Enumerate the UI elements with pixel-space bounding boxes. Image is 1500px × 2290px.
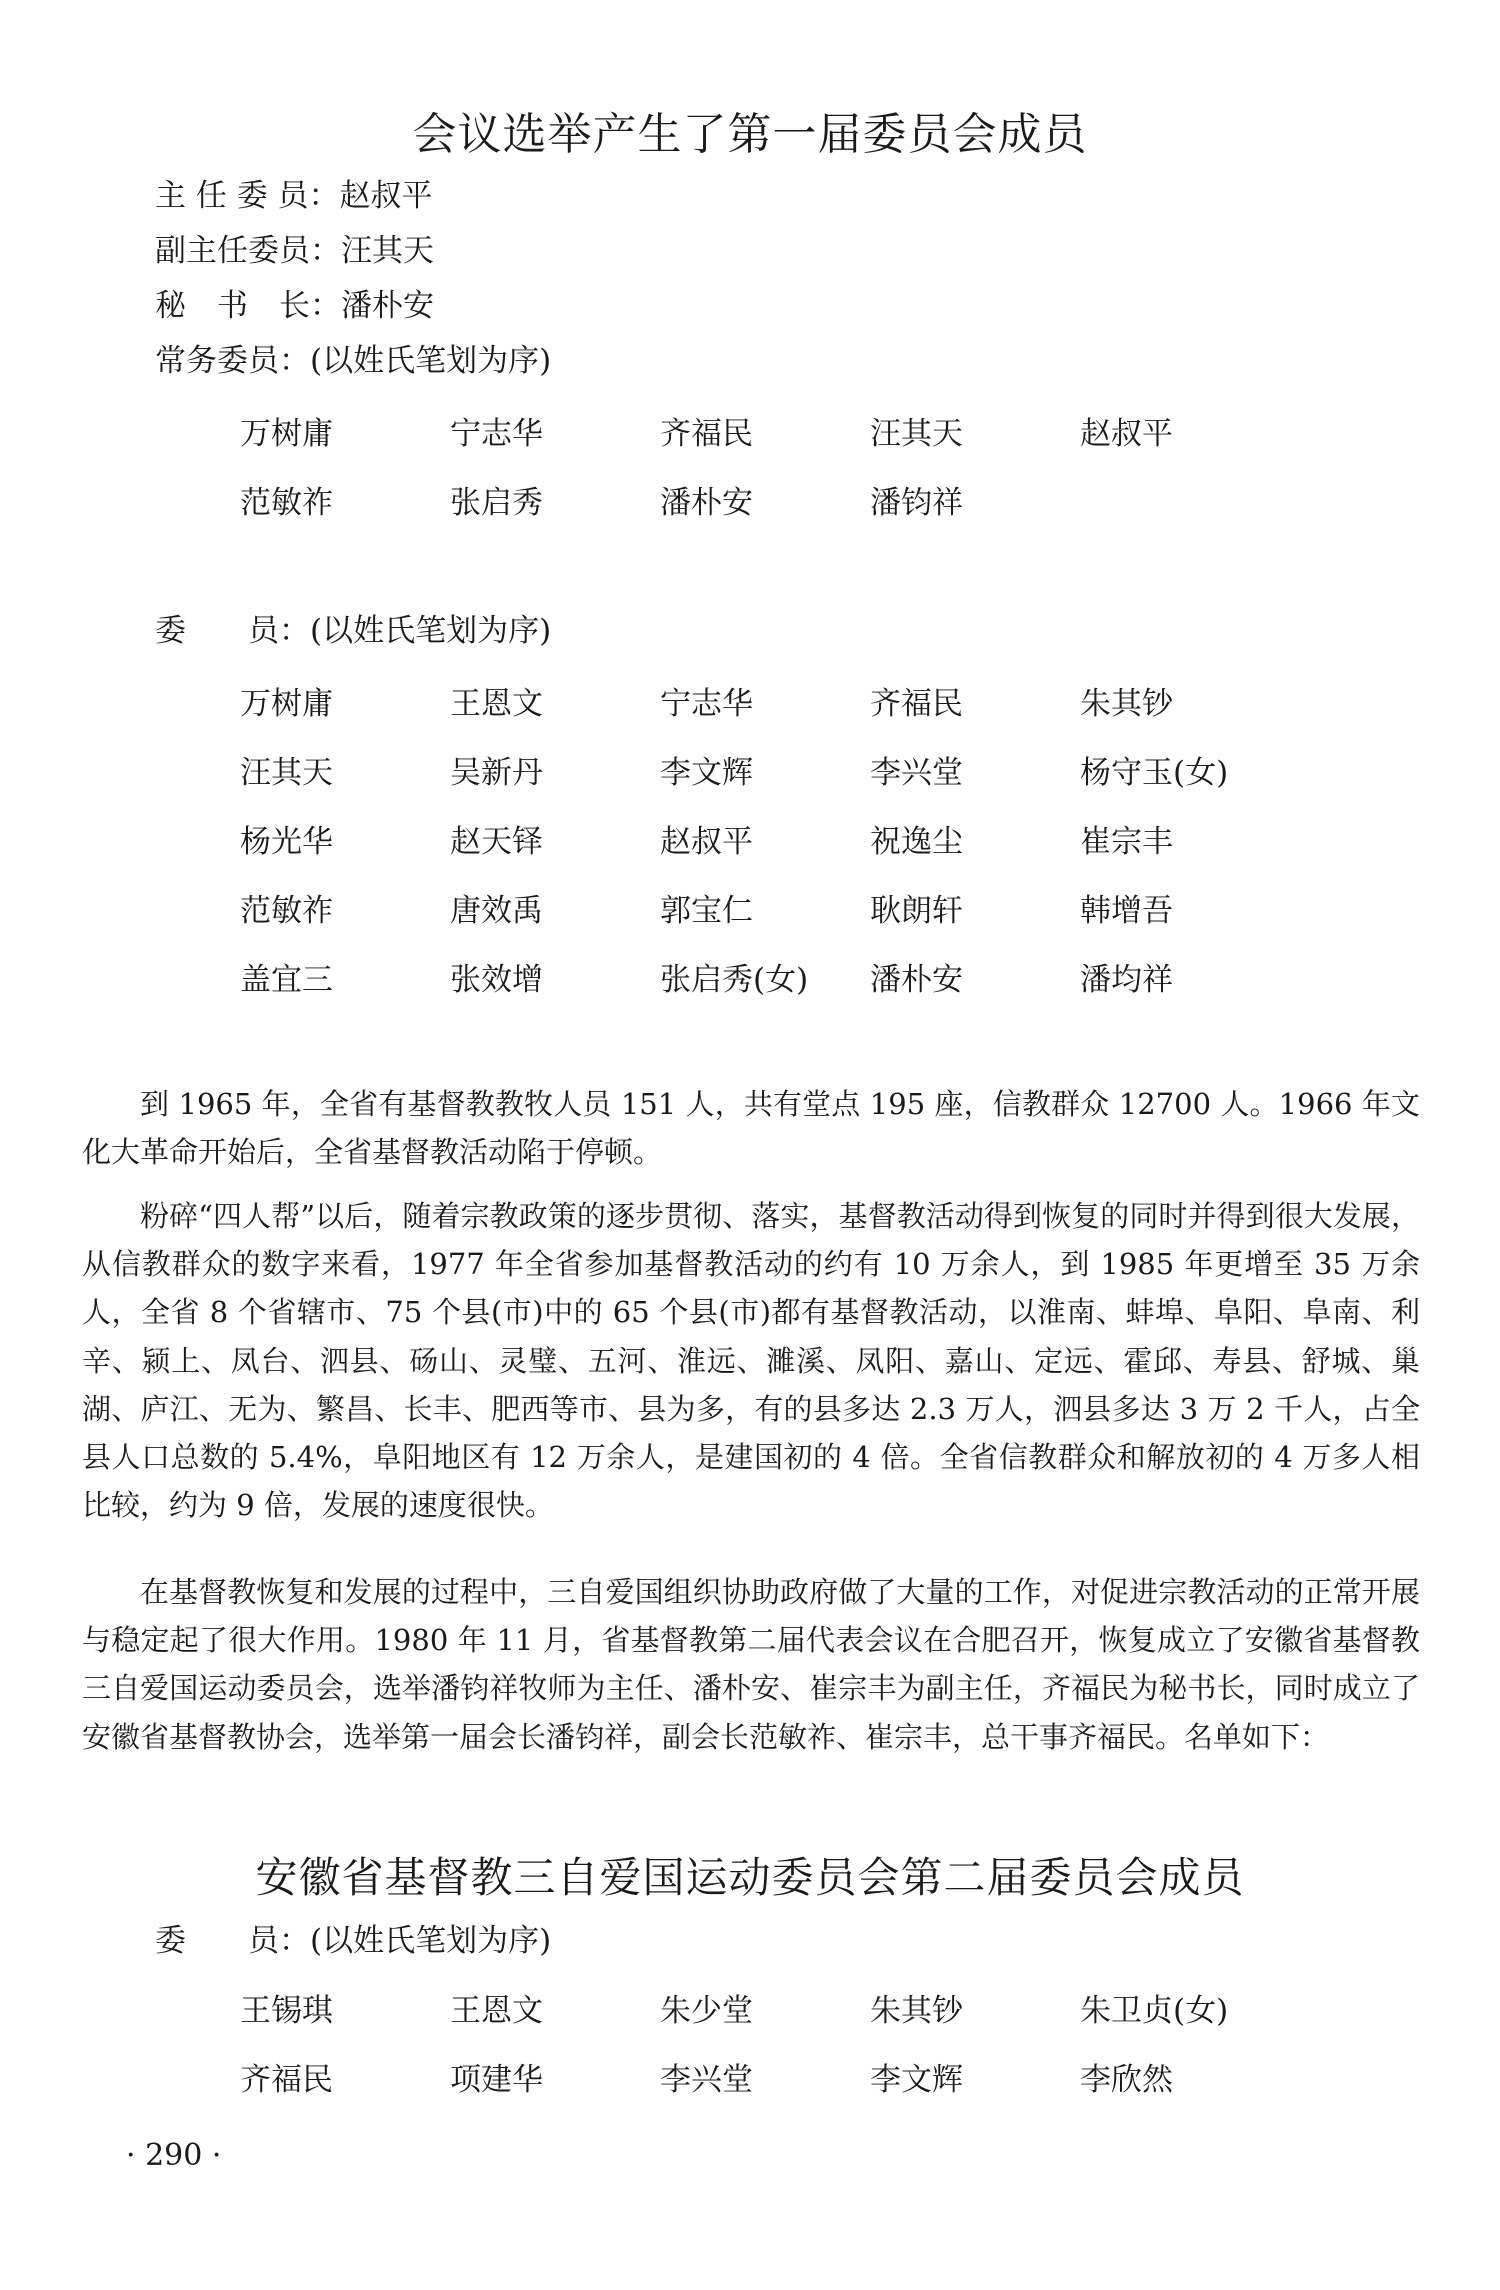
members-row [240,816,1390,885]
member-name: 李文辉 [660,755,753,791]
standing-members-grid [240,408,1390,546]
member-name: 杨光华 [240,824,333,860]
page-number: · 290 · [126,2138,222,2173]
member-name: 齐福民 [870,686,963,722]
member-name: 王锡琪 [240,1993,333,2029]
members-row [240,2054,1390,2123]
member-name: 朱其钞 [870,1993,963,2029]
second-committee-members-grid [240,1985,1390,2123]
member-name: 杨守玉(女) [1080,755,1229,791]
member-name: 耿朗轩 [870,893,963,929]
members-label: 委 员：(以姓氏笔划为序) [155,613,552,649]
member-name: 吴新丹 [450,755,543,791]
member-name: 祝逸尘 [870,824,963,860]
member-name: 唐效禹 [450,893,543,929]
members-row [240,885,1390,954]
body-paragraph-growth: 粉碎“四人帮”以后，随着宗教政策的逐步贯彻、落实，基督教活动得到恢复的同时并得到很大发展，从信教群众的数字来看，1977 年全省参加基督教活动的约有 10 万余人，到 1985 年更增至 35 万余人，全省 8 个省辖市、75 个县(市)中的 65 个县(市)都有基督教活动，以淮南、蚌埠、阜阳、阜南、利辛、颍上、凤台、泗县、砀山、灵璧、五河、淮远、濉溪、凤阳、嘉山、定远、霍邱、寿县、舒城、巢湖、庐江、无为、繁昌、长丰、肥西等市、县为多，有的县多达 2.3 万人，泗县多达 3 万 2 千人，占全县人口总数的 5.4%，阜阳地区有 12 万余人，是建国初的 4 倍。全省信教群众和解放初的 4 万多人相比较，约为 9 倍，发展的速度很快。 [82,1199,1420,1523]
member-name: 潘均祥 [1080,962,1173,998]
member-name: 崔宗丰 [1080,824,1173,860]
secretary-general-line: 秘 书 长：潘朴安 [155,288,434,324]
chair-line: 主 任 委 员：赵叔平 [155,178,433,214]
member-name: 张启秀(女) [660,962,809,998]
body-paragraph-1980: 在基督教恢复和发展的过程中，三自爱国组织协助政府做了大量的工作，对促进宗教活动的正常开展与稳定起了很大作用。1980 年 11 月，省基督教第二届代表会议在合肥召开，恢复成立了安徽省基督教三自爱国运动委员会，选举潘钧祥牧师为主任、潘朴安、崔宗丰为副主任，齐福民为秘书长，同时成立了安徽省基督教协会，选举第一届会长潘钧祥，副会长范敏祚、崔宗丰，总干事齐福民。名单如下： [82,1575,1420,1754]
standing-members-row [240,477,1390,546]
members-row [240,678,1390,747]
members-row [240,954,1390,1023]
vice-chair-line: 副主任委员：汪其天 [155,233,434,269]
member-name: 齐福民 [240,2062,333,2098]
member-name: 范敏祚 [240,485,333,521]
member-name: 朱其钞 [1080,686,1173,722]
second-committee-heading: 安徽省基督教三自爱国运动委员会第二届委员会成员 [255,1853,1245,1902]
member-name: 范敏祚 [240,893,333,929]
members-row [240,1985,1390,2054]
first-committee-heading: 会议选举产生了第一届委员会成员 [412,109,1088,160]
member-name: 赵天铎 [450,824,543,860]
member-name: 齐福民 [660,416,753,452]
standing-members-row [240,408,1390,477]
standing-members-label: 常务委员：(以姓氏笔划为序) [155,343,552,379]
member-name: 宁志华 [450,416,543,452]
member-name: 万树庸 [240,686,333,722]
second-members-label: 委 员：(以姓氏笔划为序) [155,1923,552,1959]
member-name: 盖宜三 [240,962,333,998]
member-name: 李兴堂 [870,755,963,791]
member-name: 朱卫贞(女) [1080,1993,1229,2029]
member-name: 汪其天 [870,416,963,452]
member-name: 李兴堂 [660,2062,753,2098]
member-name: 赵叔平 [660,824,753,860]
body-paragraph-1965: 到 1965 年，全省有基督教教牧人员 151 人，共有堂点 195 座，信教群众 12700 人。1966 年文化大革命开始后，全省基督教活动陷于停顿。 [82,1087,1420,1170]
member-name: 潘朴安 [660,485,753,521]
member-name: 项建华 [450,2062,543,2098]
member-name: 宁志华 [660,686,753,722]
member-name: 万树庸 [240,416,333,452]
member-name: 李欣然 [1080,2062,1173,2098]
member-name: 李文辉 [870,2062,963,2098]
member-name: 朱少堂 [660,1993,753,2029]
member-name: 郭宝仁 [660,893,753,929]
first-committee-members-grid [240,678,1390,1023]
member-name: 韩增吾 [1080,893,1173,929]
member-name [1080,477,1290,546]
member-name: 张启秀 [450,485,543,521]
member-name: 赵叔平 [1080,416,1173,452]
member-name: 潘朴安 [870,962,963,998]
member-name: 王恩文 [450,1993,543,2029]
members-row [240,747,1390,816]
member-name: 王恩文 [450,686,543,722]
member-name: 张效增 [450,962,543,998]
member-name: 潘钧祥 [870,485,963,521]
member-name: 汪其天 [240,755,333,791]
